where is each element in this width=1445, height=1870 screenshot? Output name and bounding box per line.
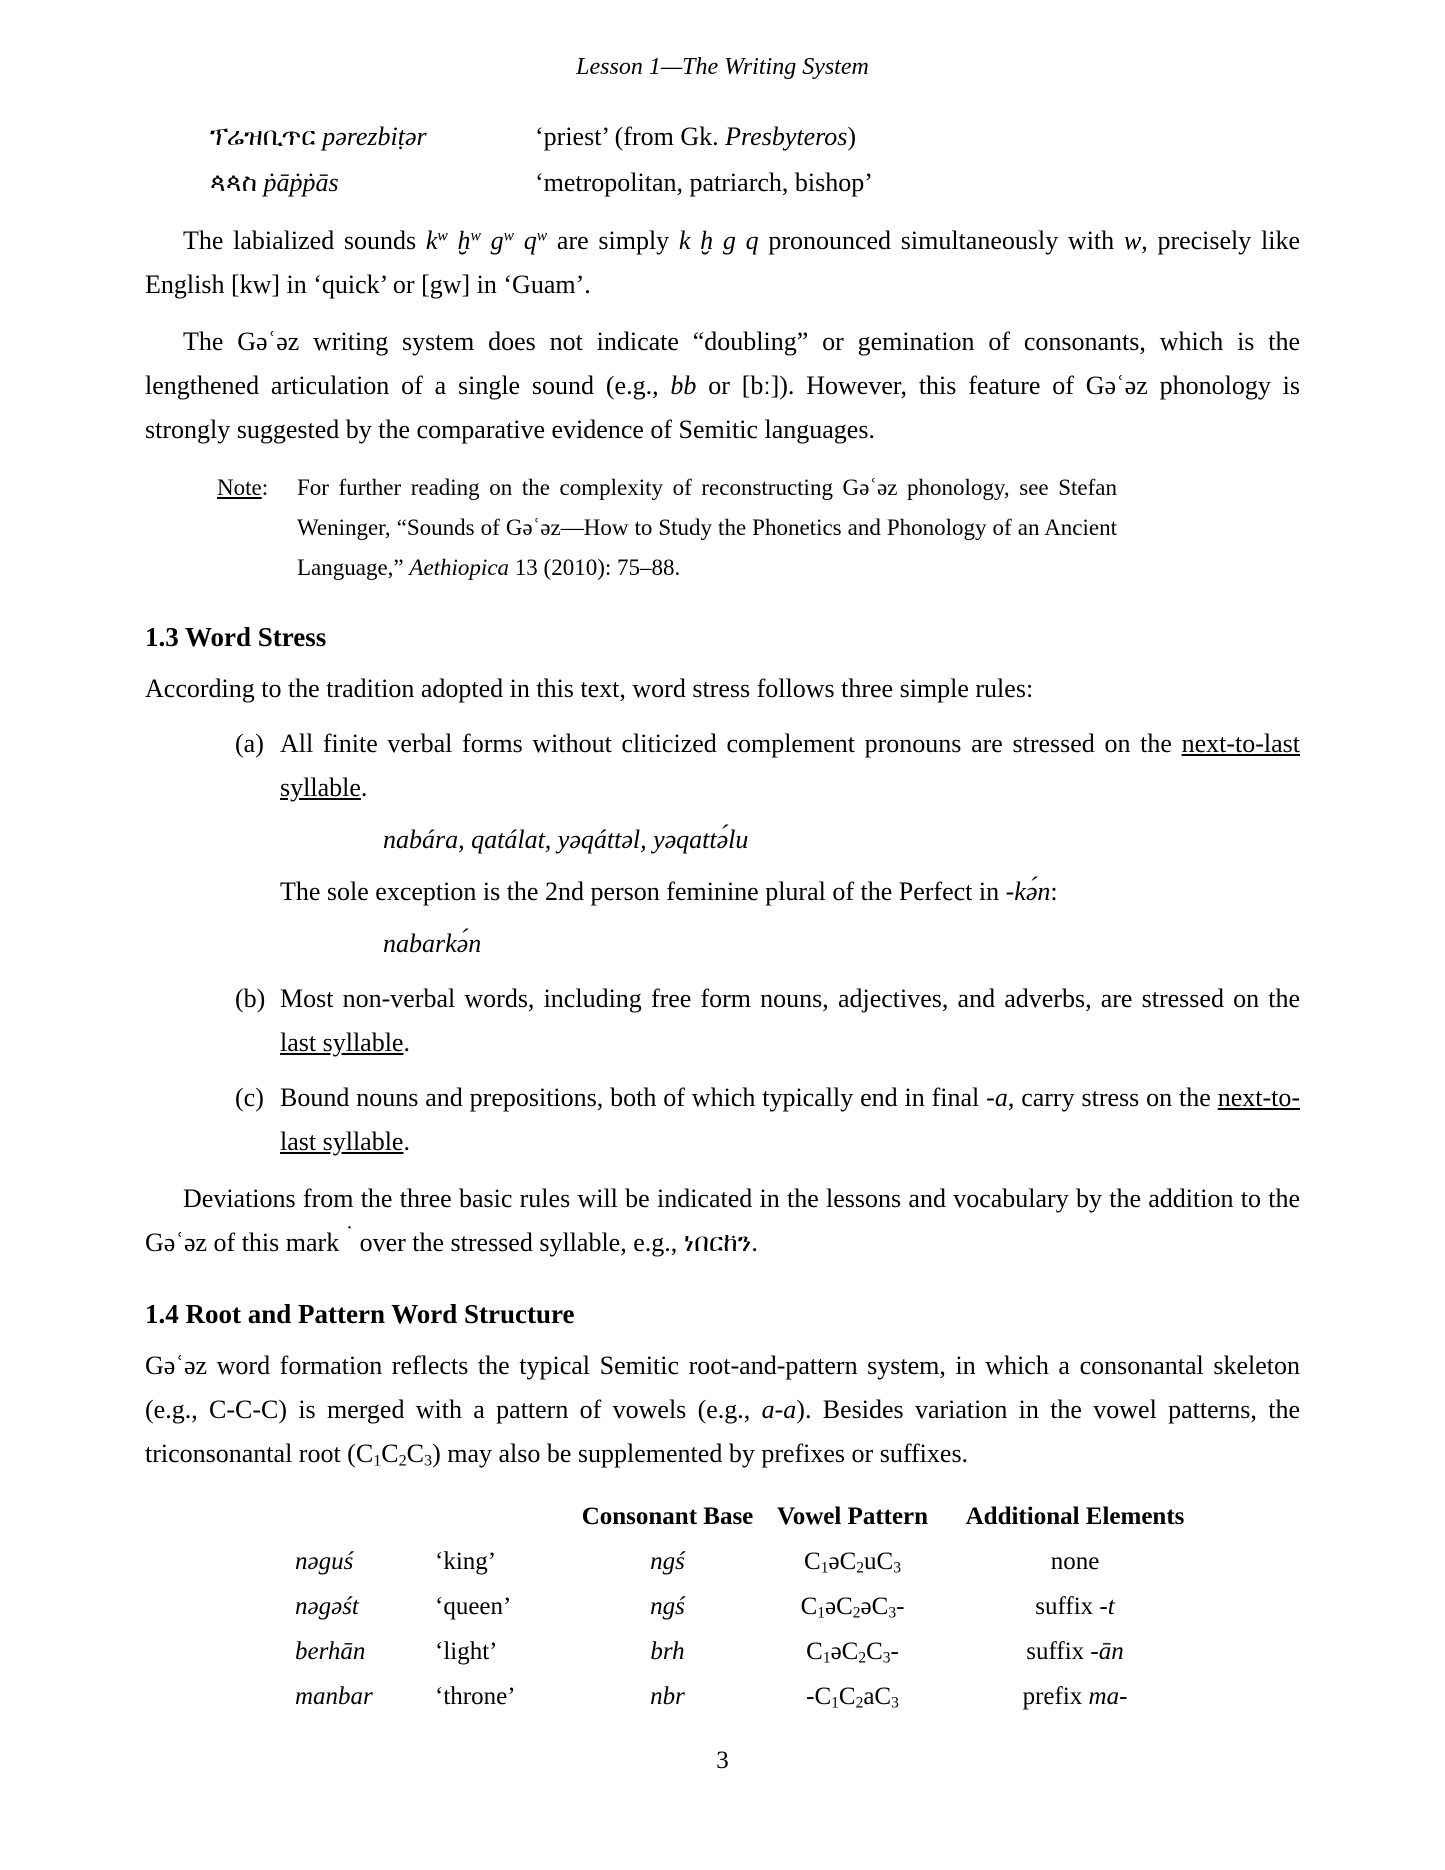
rule-item-a <box>145 722 1300 810</box>
glossary-gloss: ‘metropolitan, patriarch, bishop’ <box>535 168 873 197</box>
glossary-term <box>210 114 535 160</box>
rule-item-c-marker: (c) <box>235 1083 264 1112</box>
cell-vowel-pattern: -C1C2aC3 <box>806 1683 899 1712</box>
cell-additional-elements: none <box>1050 1548 1100 1575</box>
ethiopic-word: ፕሬዝቢጥር <box>210 122 316 151</box>
rule-item-c-text: Bound nouns and prepositions, both of which typically end in final -a, carry stress on the next-to-last syllable. <box>280 1083 1300 1156</box>
rule-item-a-marker: (a) <box>235 729 264 758</box>
note-label-colon: : <box>261 475 269 500</box>
table-row <box>295 1539 1300 1584</box>
stress-example-2: nabarkə́n <box>383 929 482 958</box>
table-row <box>295 1629 1300 1674</box>
paragraph-gemination: The Gəʿəz writing system does not indicate “doubling” or gemination of consonants, which is the lengthened articulation of a single sound (e.g., bb or [bː]). However, this feature of Gəʿəz phonology is strongly suggested by the comparative evidence of Semitic languages. <box>145 327 1300 444</box>
cell-word: berhān <box>295 1638 366 1665</box>
paragraph-root-pattern: Gəʿəz word formation reflects the typical Semitic root-and-pattern system, in which a consonantal skeleton (e.g., C-C-C) is merged with a pattern of vowels (e.g., a-a). Besides variation in the vowel patterns, the triconsonantal root (C1C2C3) may also be supplemented by prefixes or suffixes. <box>145 1351 1300 1470</box>
paragraph-labialized-sounds: The labialized sounds $k^w$ ḫ$^w$ $g^w$ $q^w$ are simply k ḫ g q pronounced simultaneously with w, precisely like English [kw] in ‘quick’ or [gw] in ‘Guam’. <box>145 226 1300 299</box>
page-number: 3 <box>716 1747 729 1774</box>
cell-consonant-base: brh <box>650 1638 685 1665</box>
ethiopic-word: ጳጳስ <box>210 168 257 197</box>
cell-consonant-base: nbr <box>650 1683 685 1710</box>
cell-vowel-pattern: C1əC2uC3 <box>804 1548 901 1577</box>
table-header-row <box>295 1494 1300 1539</box>
rule-item-b-text: Most non-verbal words, including free form nouns, adjectives, and adverbs, are stressed on the last syllable. <box>280 984 1300 1057</box>
table-header-spacer <box>435 1494 570 1539</box>
cell-additional-elements: suffix -t <box>1035 1593 1115 1620</box>
transliteration: pərezbiṭər <box>322 122 427 151</box>
glossary-term <box>210 160 535 206</box>
note-block <box>217 468 1117 588</box>
table-header-additional-elements: Additional Elements <box>965 1503 1185 1530</box>
section-heading-root-pattern: 1.4 Root and Pattern Word Structure <box>145 1299 575 1329</box>
rule-item-b <box>145 977 1300 1065</box>
word-stress-intro: According to the tradition adopted in this text, word stress follows three simple rules: <box>145 674 1034 703</box>
note-body: For further reading on the complexity of reconstructing Gəʿəz phonology, see Stefan Weninger, “Sounds of Gəʿəz—How to Study the Phonetics and Phonology of an Ancient Language,” Aethiopica 13 (2010): 75–88. <box>297 475 1117 580</box>
word-structure-table <box>295 1494 1300 1719</box>
cell-word: nəgəśt <box>295 1593 359 1620</box>
running-header: Lesson 1—The Writing System <box>576 54 869 80</box>
cell-consonant-base: ngś <box>650 1548 685 1575</box>
cell-additional-elements: prefix ma- <box>1022 1683 1128 1710</box>
cell-gloss: ‘light’ <box>435 1638 498 1665</box>
cell-gloss: ‘queen’ <box>435 1593 512 1620</box>
table-row <box>295 1584 1300 1629</box>
glossary-gloss: ‘priest’ (from Gk. Presbyteros) <box>535 122 857 151</box>
rule-item-a-text: All finite verbal forms without cliticized complement pronouns are stressed on the next-to-last syllable. <box>280 729 1300 802</box>
cell-vowel-pattern: C1əC2əC3- <box>800 1593 905 1622</box>
cell-additional-elements: suffix -ān <box>1026 1638 1124 1665</box>
table-header-vowel-pattern: Vowel Pattern <box>776 1503 929 1530</box>
rule-item-b-marker: (b) <box>235 984 266 1013</box>
transliteration: ṗāṗṗās <box>263 168 339 197</box>
paragraph-deviations: Deviations from the three basic rules will be indicated in the lessons and vocabulary by the addition to the Gəʿəz of this mark ˙ over the stressed syllable, e.g., ነበርከ̇ን. <box>145 1184 1300 1257</box>
cell-gloss: ‘throne’ <box>435 1683 516 1710</box>
cell-vowel-pattern: C1əC2C3- <box>806 1638 899 1667</box>
glossary-entry <box>210 160 1300 206</box>
table-header-spacer <box>295 1494 435 1539</box>
section-heading-word-stress: 1.3 Word Stress <box>145 622 327 652</box>
table-header-consonant-base: Consonant Base <box>581 1503 754 1530</box>
rule-item-c <box>145 1076 1300 1164</box>
cell-word: manbar <box>295 1683 373 1710</box>
cell-gloss: ‘king’ <box>435 1548 497 1575</box>
glossary-list <box>210 114 1300 206</box>
note-label <box>217 468 268 508</box>
glossary-entry <box>210 114 1300 160</box>
stress-example-1: nabára, qatálat, yəqáttəl, yəqattə́lu <box>383 825 749 854</box>
cell-consonant-base: ngś <box>650 1593 685 1620</box>
note-label-text: Note <box>217 475 262 500</box>
table-row <box>295 1674 1300 1719</box>
cell-word: nəguś <box>295 1548 354 1575</box>
sole-exception-text: The sole exception is the 2nd person feminine plural of the Perfect in -kə́n: <box>280 877 1058 906</box>
